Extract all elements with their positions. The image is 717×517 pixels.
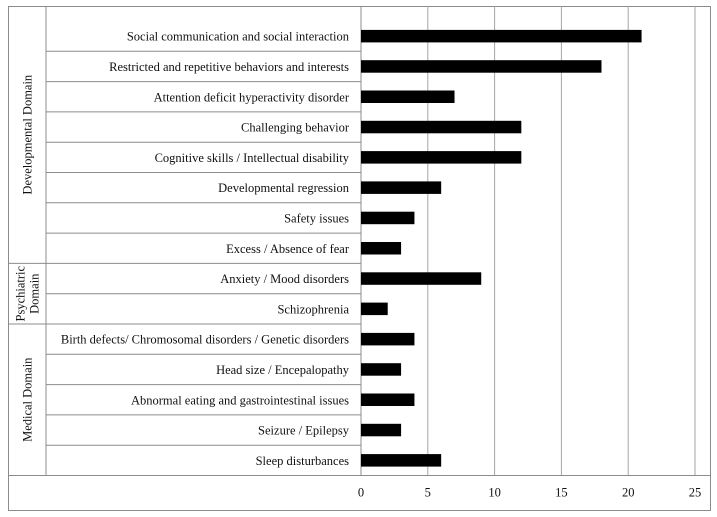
bar [361,394,414,407]
domain-label-1 [14,265,42,321]
category-label: Schizophrenia [277,302,349,317]
category-label: Safety issues [284,211,349,226]
domain-label-line: Psychiatric [13,265,28,322]
category-label: Head size / Encepalopathy [216,362,349,377]
category-label: Cognitive skills / Intellectual disability [154,150,349,165]
x-tick-label: 25 [688,485,702,500]
category-label: Anxiety / Mood disorders [220,272,349,287]
domain-label-line: Medical Domain [20,357,35,442]
domain-label-2 [21,357,35,442]
bar [361,333,414,346]
domain-label-line: Developmental Domain [20,74,35,195]
x-tick-label: 0 [357,485,365,500]
domain-label-line: Domain [27,273,42,314]
domain-label-0 [21,74,35,195]
bar [361,303,388,316]
bar [361,91,455,104]
category-label: Excess / Absence of fear [226,241,349,256]
x-tick-label: 15 [555,485,568,500]
bar [361,424,401,437]
bar [361,121,521,134]
x-tick-label: 5 [424,485,431,500]
bar [361,454,441,467]
category-label: Birth defects/ Chromosomal disorders / Genetic disorders [60,332,349,347]
category-label: Social communication and social interaction [126,29,349,44]
category-label: Seizure / Epilepsy [258,423,349,438]
x-tick-label: 20 [621,485,635,500]
bar [361,212,414,225]
category-label: Developmental regression [218,181,349,196]
bar [361,242,401,255]
category-label: Challenging behavior [241,120,349,135]
bar [361,363,401,376]
bar [361,272,481,285]
category-label: Sleep disturbances [255,453,349,468]
bar [361,181,441,194]
category-label: Attention deficit hyperactivity disorder [153,90,349,105]
bar [361,151,521,164]
category-label: Abnormal eating and gastrointestinal issues [130,393,349,408]
bar [361,60,601,72]
x-tick-label: 10 [488,485,501,500]
category-label: Restricted and repetitive behaviors and interests [109,59,349,74]
bar [361,30,642,43]
